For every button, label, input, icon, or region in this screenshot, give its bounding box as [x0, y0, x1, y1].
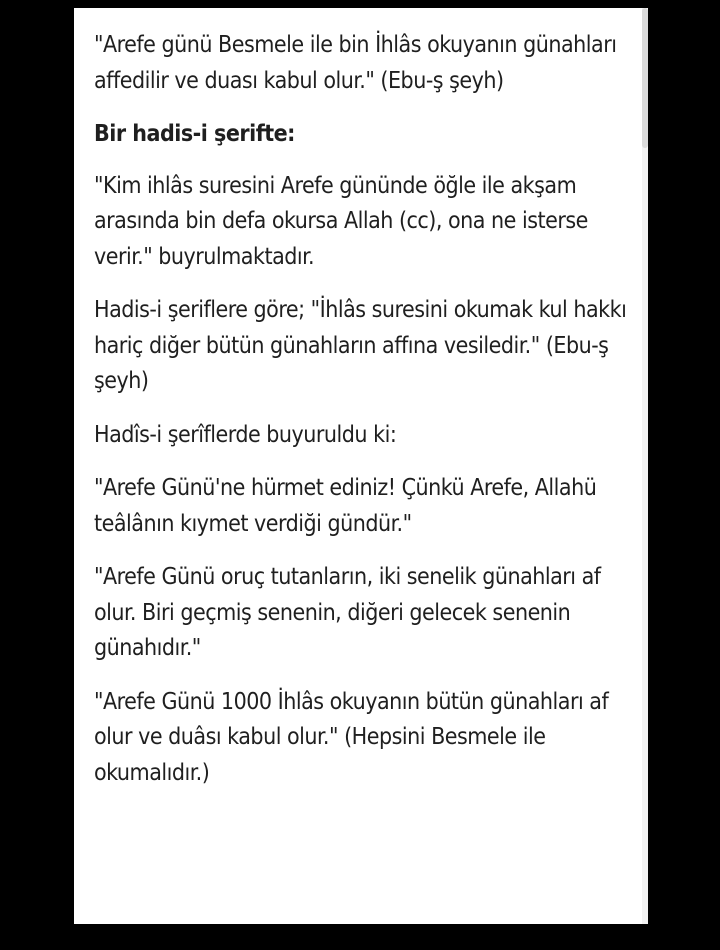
paragraph-heading-hadis: Bir hadis-i şerifte: — [94, 121, 295, 147]
paragraph-8: "Arefe Günü 1000 İhlâs okuyanın bütün günahları af olur ve duâsı kabul olur." (Hepsini Besmele ile okumalıdır.) — [94, 688, 609, 786]
document-page — [74, 8, 648, 924]
scrollbar[interactable] — [642, 8, 648, 924]
paragraph-3: "Kim ihlâs suresini Arefe gününde öğle ile akşam arasında bin defa okursa Allah (cc), ona ne isterse verir." buyrulmaktadır. — [94, 172, 588, 270]
paragraph-7: "Arefe Günü oruç tutanların, iki senelik günahları af olur. Biri geçmiş senenin, diğeri gelecek senenin günahıdır." — [94, 564, 601, 661]
article-body — [94, 28, 634, 809]
paragraph-4: Hadis-i şeriflere göre; "İhlâs suresini okumak kul hakkı hariç diğer bütün günahların affına vesiledir." (Ebu-ş şeyh) — [94, 297, 627, 394]
paragraph-6: "Arefe Günü'ne hürmet ediniz! Çünkü Arefe, Allahü teâlânın kıymet verdiği gündür." — [94, 475, 597, 537]
scrollbar-thumb[interactable] — [642, 8, 648, 148]
paragraph-5: Hadîs-i şerîflerde buyuruldu ki: — [94, 421, 397, 448]
paragraph-1: "Arefe günü Besmele ile bin İhlâs okuyanın günahları affedilir ve duası kabul olur." (Ebu-ş şeyh) — [94, 32, 617, 94]
